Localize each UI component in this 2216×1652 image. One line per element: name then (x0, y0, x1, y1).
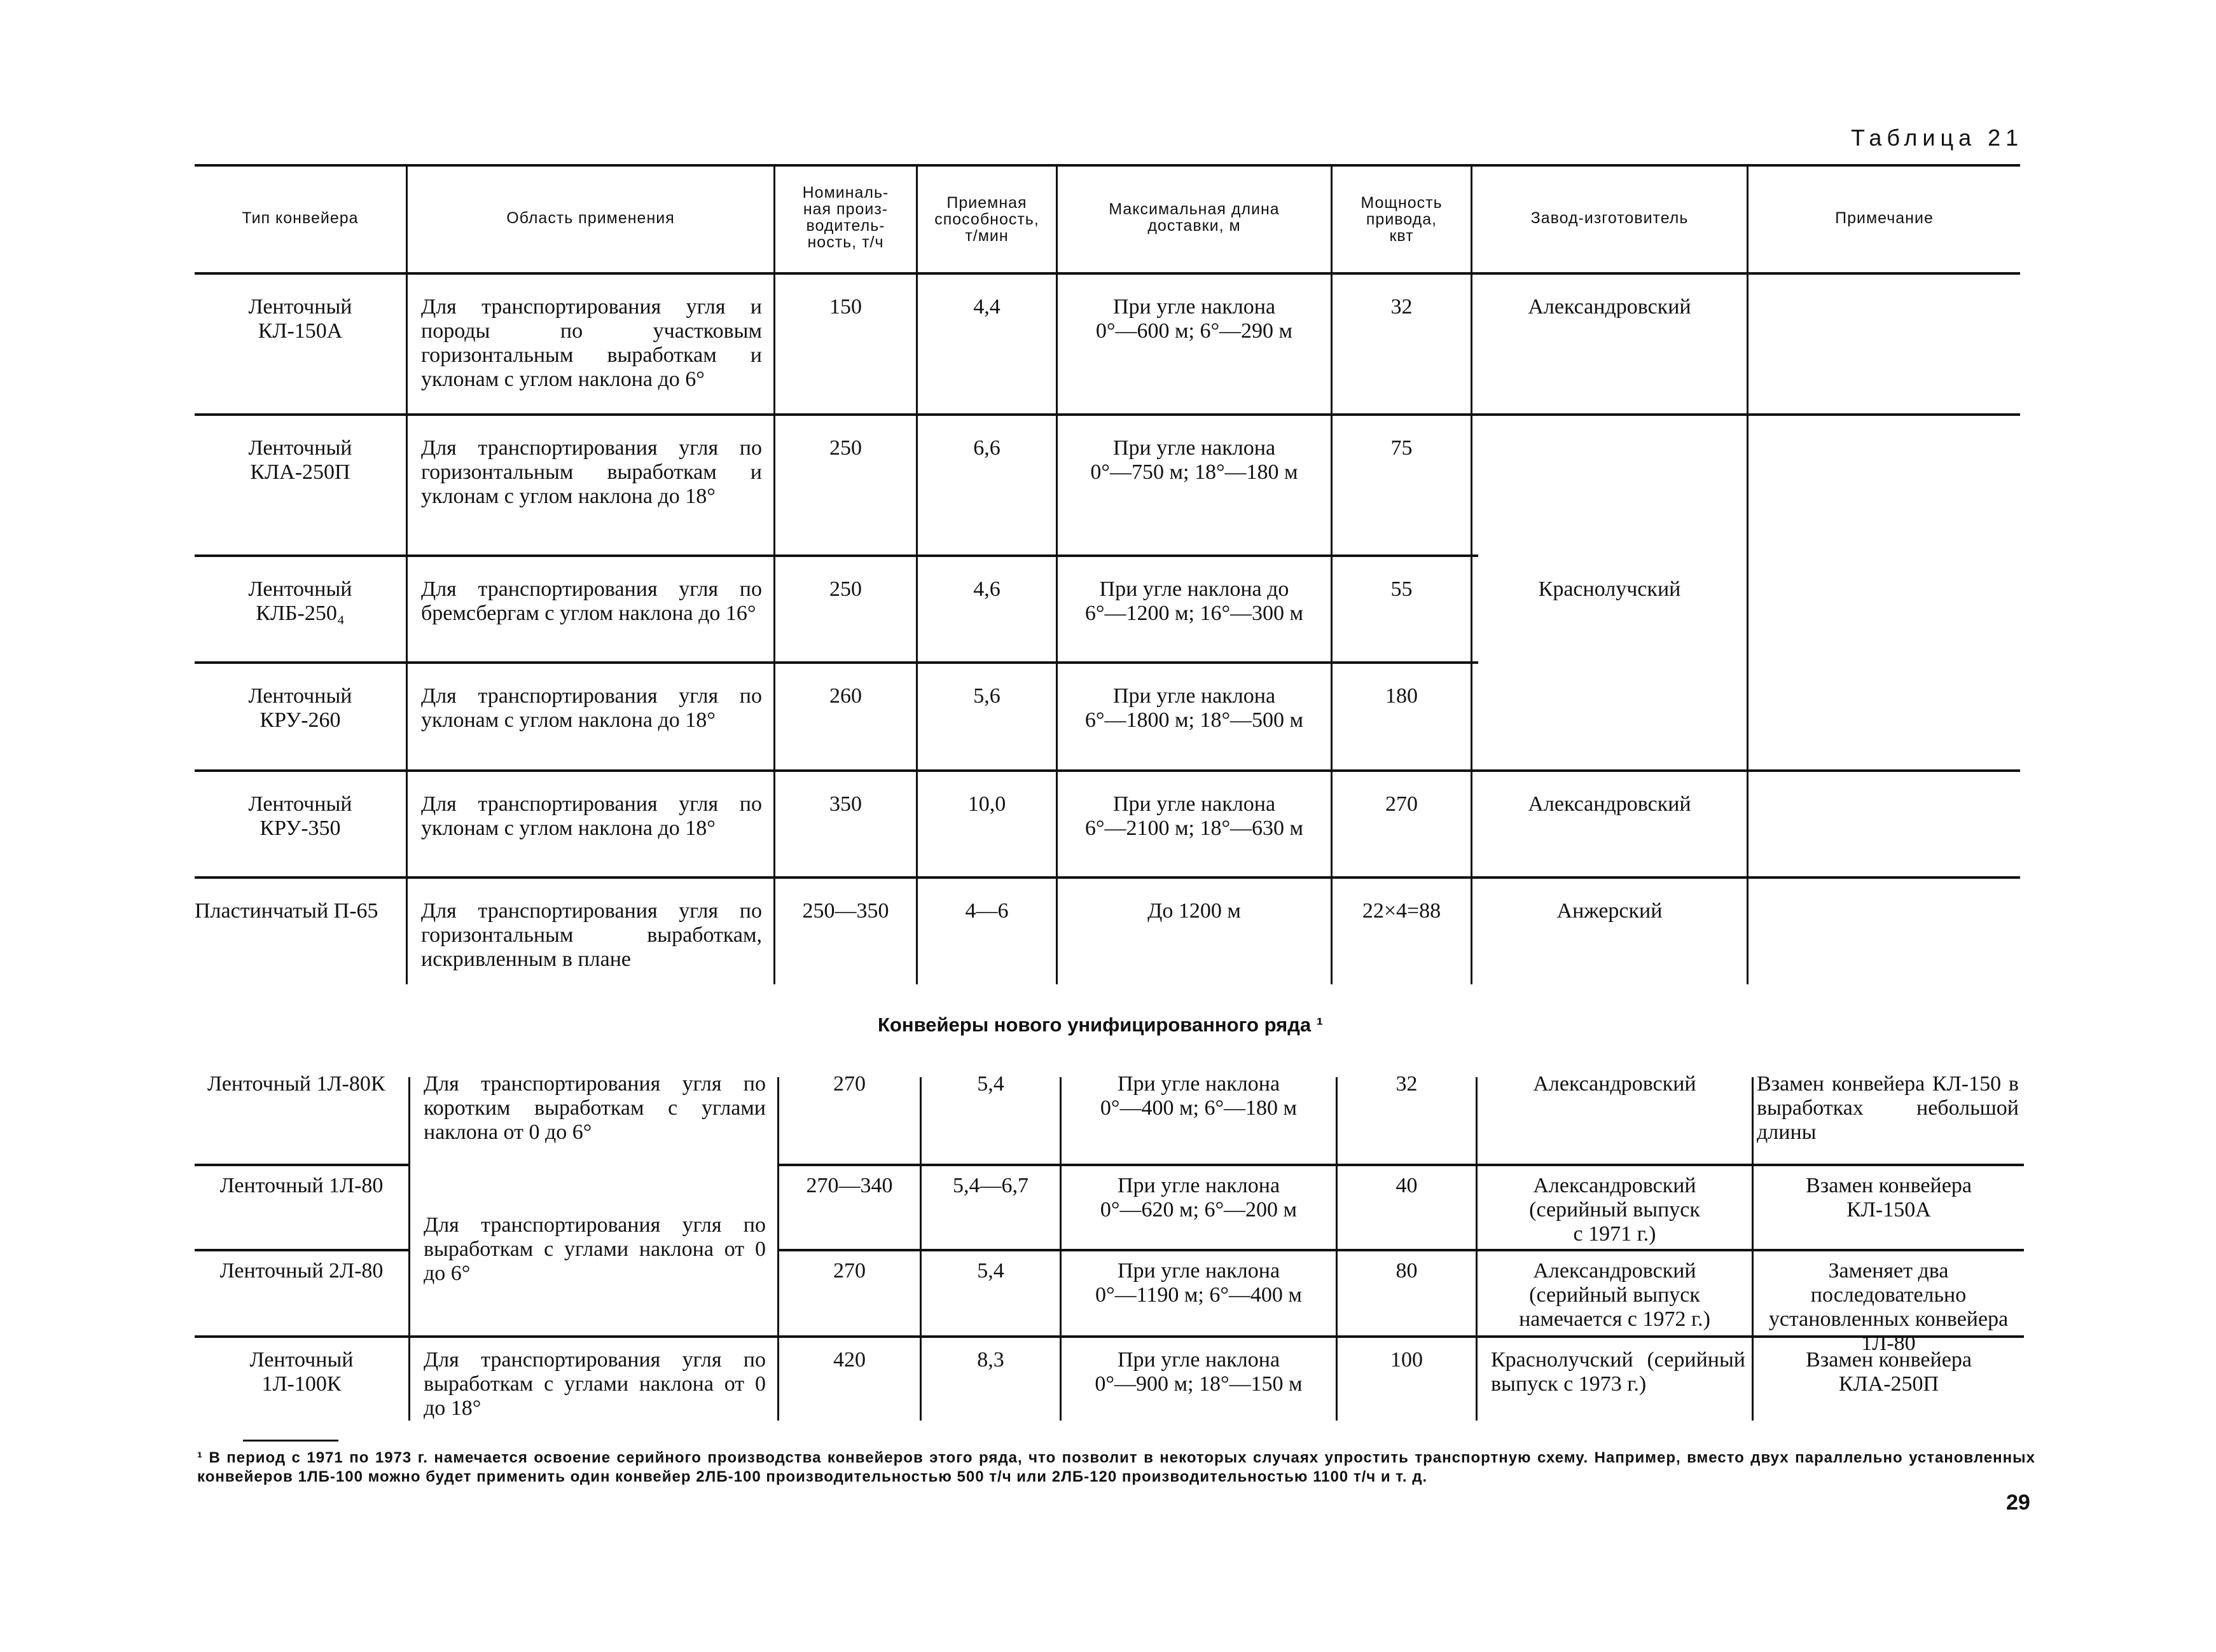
cell-length: При угле наклона 0°—1190 м; 6°—400 м (1095, 1259, 1302, 1307)
cell-capacity: 150 (829, 295, 862, 319)
cell-plant: Александровский (1533, 1072, 1696, 1096)
cell-capacity: 260 (829, 684, 862, 708)
cell-length: При угле наклона 0°—900 м; 18°—150 м (1095, 1348, 1303, 1396)
cell-length: При угле наклона 0°—600 м; 6°—290 м (1095, 295, 1293, 343)
cell-area: Для транспортирования угля по уклонам с углом наклона до 18° (421, 792, 762, 840)
header-speed: Приемная способность, т/мин (934, 194, 1039, 245)
cell-capacity: 350 (829, 792, 862, 816)
cell-type: Ленточный 1Л-80 (219, 1174, 384, 1197)
cell-power: 22×4=88 (1362, 899, 1441, 923)
cell-power: 55 (1390, 577, 1413, 601)
cell-speed: 10,0 (967, 792, 1006, 816)
col-rule (773, 167, 775, 984)
cell-plant: Анжерский (1556, 899, 1663, 923)
header-note: Примечание (1835, 209, 1934, 227)
header-length: Максимальная длина доставки, м (1109, 200, 1280, 235)
cell-type: Ленточный 1Л-100К (249, 1348, 354, 1396)
cell-speed: 5,4 (977, 1259, 1004, 1283)
cell-power: 40 (1395, 1174, 1418, 1197)
row-rule (195, 1164, 408, 1166)
cell-area: Для транспортирования угля по коротким выработкам с углами наклона от 0 до 6° (424, 1072, 766, 1144)
cell-area: Для транспортирования угля по уклонам с углом наклона до 18° (421, 684, 762, 732)
header-type: Тип конвейера (242, 209, 359, 227)
cell-speed: 5,4 (977, 1072, 1004, 1096)
cell-power: 32 (1395, 1072, 1418, 1096)
footnote-rule (243, 1440, 338, 1442)
cell-plant: Краснолучский (серийный выпуск с 1973 г.) (1491, 1348, 1745, 1396)
cell-capacity: 270—340 (806, 1174, 893, 1197)
row-rule (195, 1335, 2024, 1338)
cell-length: При угле наклона 6°—2100 м; 18°—630 м (1084, 792, 1304, 840)
cell-power: 32 (1390, 295, 1413, 319)
cell-area-merged: Для транспортирования угля по выработкам с углами наклона от 0 до 6° (424, 1213, 766, 1285)
header-area: Область применения (506, 209, 675, 227)
cell-area: Для транспортирования угля по горизонтальным выработкам, искривленным в плане (421, 899, 762, 971)
cell-area: Для транспортирования угля по горизонтальным выработкам и уклонам с углом наклона до 18° (421, 436, 762, 508)
cell-speed: 5,4—6,7 (953, 1174, 1028, 1197)
cell-area: Для транспортирования угля по бремсбергам с углом наклона до 16° (421, 577, 762, 625)
cell-plant: Александровский (серийный выпуск с 1971 г.) (1529, 1174, 1700, 1246)
col-rule (408, 1077, 410, 1421)
cell-speed: 4,4 (973, 295, 1001, 319)
cell-type: Ленточный КЛА-250П (248, 436, 352, 484)
cell-capacity: 270 (833, 1259, 866, 1283)
cell-length: При угле наклона 0°—400 м; 6°—180 м (1100, 1072, 1298, 1120)
cell-type: Ленточный 2Л-80 (219, 1259, 384, 1283)
footnote: ¹ В период с 1971 по 1973 г. намечается освоение серийного производства конвейеров этого ряда, что позволит в некоторых случаях упростить транспортную схему. Например, вместо двух параллельно установленных конвейеров 1ЛБ-100 можно будет применить один конвейер 2ЛБ-100 производительностью 500 т/ч или 2ЛБ-120 производительностью 1100 т/ч и т. д. (197, 1449, 2035, 1485)
cell-plant: Александровский (1528, 792, 1691, 816)
cell-type: Ленточный КРУ-260 (248, 684, 352, 732)
cell-area: Для транспортирования угля по выработкам с углами наклона от 0 до 18° (424, 1348, 766, 1420)
cell-length: При угле наклона 0°—620 м; 6°—200 м (1100, 1174, 1298, 1222)
cell-speed: 5,6 (973, 684, 1001, 708)
cell-length: До 1200 м (1147, 899, 1241, 923)
cell-speed: 4—6 (965, 899, 1009, 923)
cell-plant: Александровский (1528, 295, 1691, 319)
cell-note: Взамен конвейера КЛА-250П (1806, 1348, 1972, 1396)
cell-speed: 6,6 (973, 436, 1001, 460)
row-rule (195, 1249, 408, 1251)
cell-plant: Александровский (серийный выпуск намечается с 1972 г.) (1519, 1259, 1710, 1331)
page-number: 29 (2006, 1490, 2030, 1515)
cell-capacity: 420 (833, 1348, 866, 1372)
row-rule (195, 554, 1478, 557)
cell-power: 270 (1385, 792, 1418, 816)
cell-length: При угле наклона 0°—750 м; 18°—180 м (1090, 436, 1298, 484)
cell-power: 100 (1390, 1348, 1423, 1372)
cell-area: Для транспортирования угля и породы по участковым горизонтальным выработкам и уклонам с углом наклона до 6° (421, 295, 762, 391)
col-rule (1471, 167, 1472, 984)
cell-note: Взамен конвейера КЛ-150А (1806, 1174, 1972, 1222)
col-rule (406, 167, 408, 984)
cell-power: 75 (1390, 436, 1413, 460)
cell-type: Ленточный КРУ-350 (248, 792, 352, 840)
cell-length: При угле наклона 6°—1800 м; 18°—500 м (1084, 684, 1304, 732)
cell-plant-merged: Краснолучский (1538, 577, 1681, 601)
row-rule (777, 1164, 2024, 1166)
col-rule (1056, 167, 1058, 984)
cell-capacity: 250 (829, 577, 862, 601)
cell-type: Ленточный 1Л-80К (207, 1072, 385, 1096)
header-power: Мощность привода, квт (1361, 194, 1443, 245)
cell-speed: 8,3 (977, 1348, 1004, 1372)
cell-note: Заменяет два последовательно установленных конвейера 1Л-80 (1768, 1259, 2009, 1355)
cell-length: При угле наклона до 6°—1200 м; 16°—300 м (1084, 577, 1304, 625)
section-title: Конвейеры нового унифицированного ряда ¹ (878, 1014, 1324, 1036)
cell-note: Взамен конвейера КЛ-150 в выработках небольшой длины (1757, 1072, 2019, 1144)
cell-power: 80 (1395, 1259, 1418, 1283)
col-rule (1747, 167, 1749, 984)
cell-speed: 4,6 (973, 577, 1001, 601)
cell-capacity: 270 (833, 1072, 866, 1096)
cell-capacity: 250 (829, 436, 862, 460)
row-rule (195, 661, 1478, 664)
row-rule (777, 1249, 2024, 1251)
header-plant: Завод-изготовитель (1530, 209, 1689, 227)
cell-type: Ленточный КЛБ-250₄ (248, 577, 352, 625)
cell-power: 180 (1385, 684, 1418, 708)
col-rule (1331, 167, 1333, 984)
table-title: Таблица 21 (1851, 125, 2024, 151)
header-capacity: Номиналь- ная произ- водитель- ность, т/ч (802, 184, 889, 251)
cell-capacity: 250—350 (802, 899, 889, 923)
cell-type: Пластинчатый П-65 (195, 899, 378, 923)
cell-type: Ленточный КЛ-150А (248, 295, 352, 343)
col-rule (916, 167, 918, 984)
